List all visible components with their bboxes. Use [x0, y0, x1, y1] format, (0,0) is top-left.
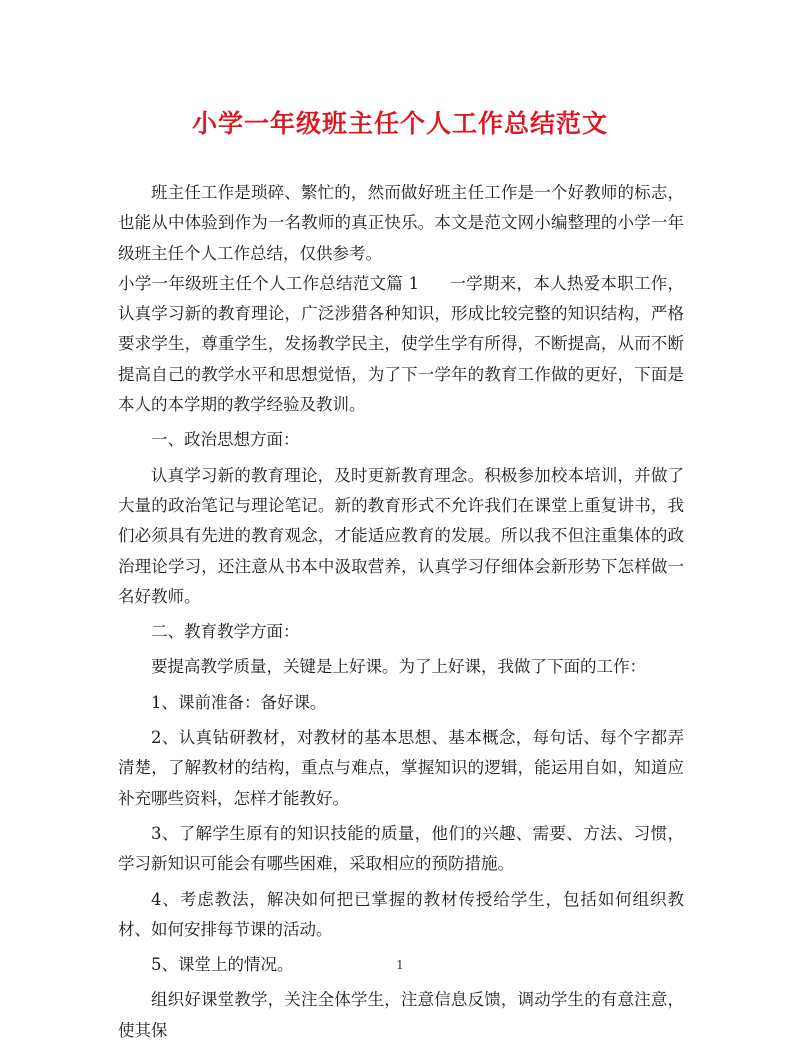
section1-heading: 一、政治思想方面：	[151, 430, 300, 450]
list-item-3: 3、了解学生原有的知识技能的质量，他们的兴趣、需要、方法、习惯，学习新知识可能会有哪些困难，采取相应的预防措施。	[118, 823, 684, 874]
list-item-1: 1、课前准备：备好课。	[151, 692, 327, 712]
article-heading: 小学一年级班主任个人工作总结范文篇 1	[118, 273, 420, 293]
list-item-4: 4、考虑教法，解决如何把已掌握的教材传授给学生，包括如何组织教材、如何安排每节课的活动。	[118, 889, 684, 939]
document-title: 小学一年级班主任个人工作总结范文	[191, 109, 608, 138]
document-body	[118, 178, 684, 1046]
section2-intro: 要提高教学质量，关键是上好课。为了上好课，我做了下面的工作：	[151, 657, 646, 677]
article-opening-paragraph	[118, 269, 684, 420]
section1-body: 认真学习新的教育理论，及时更新教育理念。积极参加校本培训，并做了大量的政治笔记与理论笔记。新的教育形式不允许我们在课堂上重复讲书，我们必须具有先进的教育观念，才能适应教育的发展。所以我不但注重集体的政治理论学习，还注意从书本中汲取营养，认真学习仔细体会新形势下怎样做一名好教师。	[118, 465, 684, 606]
article-opening-text: 一学期来，本人热爱本职工作，认真学习新的教育理论，广泛涉猎各种知识，形成比较完整的知识结构，严格要求学生，尊重学生，发扬教学民主，使学生学有所得，不断提高，从而不断提高自己的教学水平和思想觉悟，为了下一学年的教育工作做的更好，下面是本人的本学期的教学经验及教训。	[118, 273, 684, 415]
intro-paragraph: 班主任工作是琐碎、繁忙的，然而做好班主任工作是一个好教师的标志，也能从中体验到作为一名教师的真正快乐。本文是范文网小编整理的小学一年级班主任个人工作总结，仅供参考。	[118, 183, 684, 263]
list-item-2: 2、认真钻研教材，对教材的基本思想、基本概念，每句话、每个字都弄清楚，了解教材的结构，重点与难点，掌握知识的逻辑，能运用自如，知道应补充哪些资料，怎样才能教好。	[118, 728, 684, 808]
list-item-5: 5、课堂上的情况。	[151, 955, 294, 975]
page-number: 1	[396, 958, 404, 972]
section2-heading: 二、教育教学方面：	[151, 622, 300, 642]
closing-paragraph: 组织好课堂教学，关注全体学生，注意信息反馈，调动学生的有意注意，使其保	[118, 990, 684, 1040]
